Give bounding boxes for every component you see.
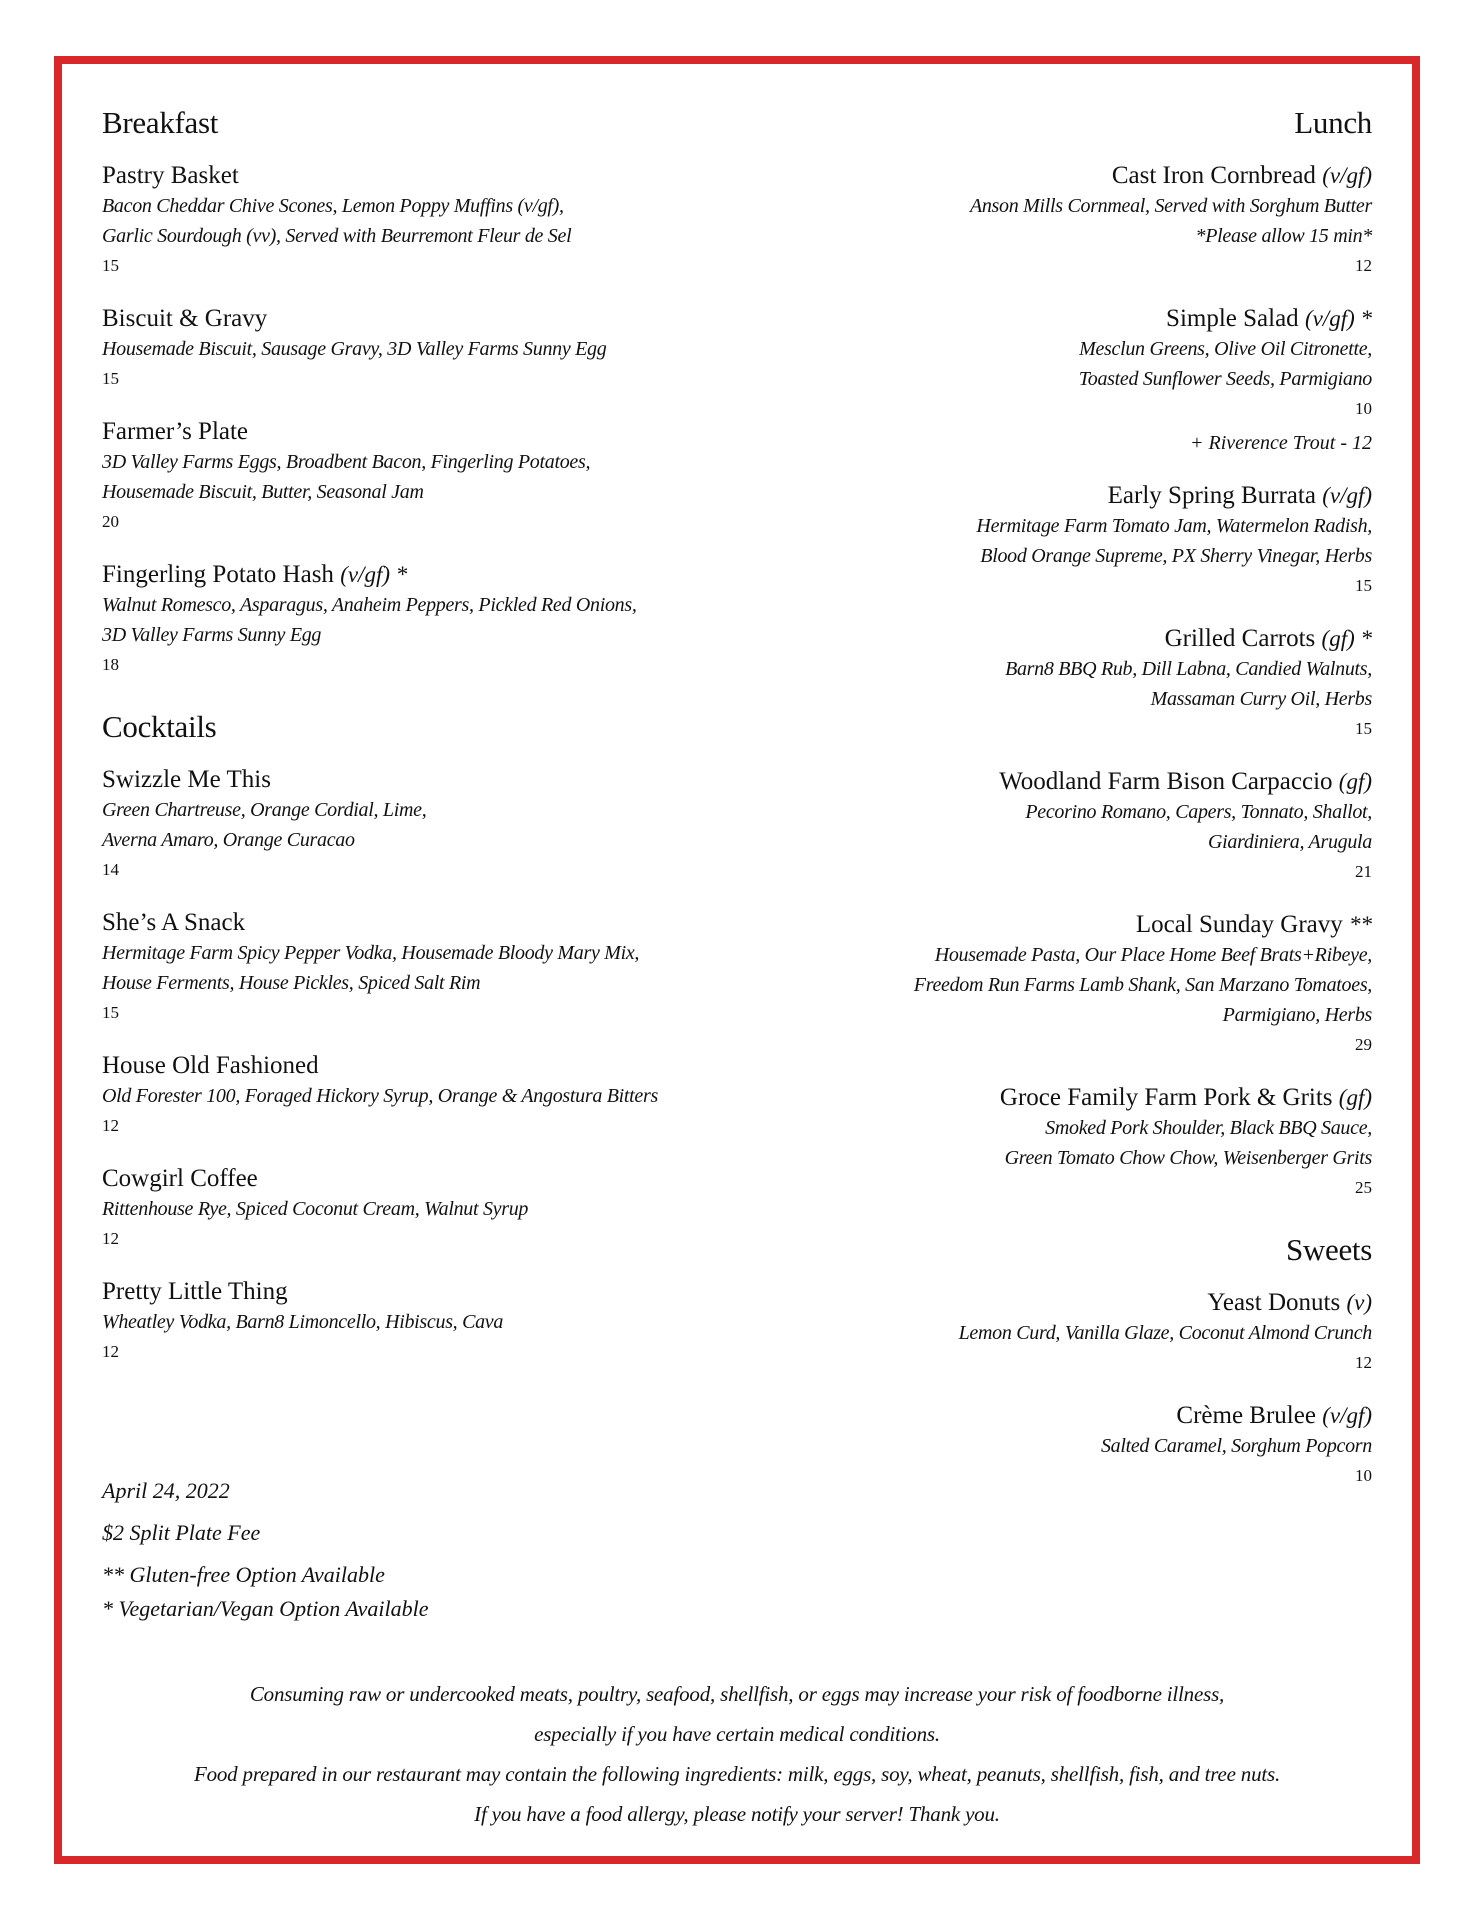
menu-date: April 24, 2022 — [102, 1478, 230, 1503]
dietary-tag: (v/gf) — [1322, 1403, 1372, 1428]
menu-item-description: Blood Orange Supreme, PX Sherry Vinegar, Herbs — [980, 545, 1372, 567]
menu-item-description: Rittenhouse Rye, Spiced Coconut Cream, Walnut Syrup — [102, 1198, 529, 1220]
dietary-tag: (v) — [1346, 1290, 1372, 1315]
menu-item-description: *Please allow 15 min* — [1195, 225, 1372, 247]
food-safety-disclaimer — [62, 1674, 1412, 1834]
menu-item-title: Swizzle Me This — [102, 766, 271, 793]
menu-item-price: 12 — [1355, 1353, 1372, 1372]
menu-item-description: Housemade Pasta, Our Place Home Beef Brats+Ribeye, — [934, 944, 1372, 966]
menu-item-description: Garlic Sourdough (vv), Served with Beurremont Fleur de Sel — [102, 225, 572, 247]
menu-item-price: 12 — [102, 1229, 119, 1248]
menu-item-title: Fingerling Potato Hash — [102, 561, 334, 588]
menu-item-name — [672, 160, 1372, 191]
menu-item — [672, 1082, 1372, 1203]
disclaimer-line: especially if you have certain medical conditions. — [534, 1722, 940, 1746]
menu-item-addon: + Riverence Trout - 12 — [1190, 432, 1372, 454]
menu-item-title: Groce Family Farm Pork & Grits — [999, 1084, 1333, 1111]
menu-item-price: 12 — [1355, 256, 1372, 275]
dietary-tag: ** — [1349, 912, 1372, 937]
menu-item-description: Freedom Run Farms Lamb Shank, San Marzano Tomatoes, — [913, 974, 1372, 996]
menu-item-title: Yeast Donuts — [1207, 1289, 1341, 1316]
menu-item-name — [672, 303, 1372, 334]
menu-item — [672, 303, 1372, 458]
menu-item-name — [672, 623, 1372, 654]
menu-item-title: Grilled Carrots — [1164, 625, 1316, 652]
menu-item-price: 15 — [102, 256, 119, 275]
gluten-free-note: ** Gluten-free Option Available — [102, 1562, 385, 1587]
menu-item-description: Parmigiano, Herbs — [1222, 1004, 1372, 1026]
menu-item-description: Lemon Curd, Vanilla Glaze, Coconut Almond Crunch — [958, 1322, 1372, 1344]
cocktails-title: Cocktails — [102, 709, 217, 744]
dietary-tag: (v/gf) * — [340, 562, 408, 587]
menu-item-description: Walnut Romesco, Asparagus, Anaheim Peppers, Pickled Red Onions, — [102, 594, 637, 616]
menu-item-description: Massaman Curry Oil, Herbs — [1150, 688, 1372, 710]
menu-item-price: 12 — [102, 1116, 119, 1135]
menu-item-name — [672, 909, 1372, 940]
menu-item-description: Barn8 BBQ Rub, Dill Labna, Candied Walnuts, — [1005, 658, 1372, 680]
menu-item — [672, 623, 1372, 744]
menu-item-description: House Ferments, House Pickles, Spiced Salt Rim — [102, 972, 481, 994]
sweets-title: Sweets — [1285, 1232, 1372, 1267]
menu-item — [672, 480, 1372, 601]
menu-item-title: Cast Iron Cornbread — [1111, 162, 1316, 189]
menu-item-price: 15 — [102, 369, 119, 388]
menu-item-title: Simple Salad — [1166, 305, 1299, 332]
menu-item-price: 10 — [1355, 1466, 1372, 1485]
menu-item-description: Giardiniera, Arugula — [1207, 831, 1372, 853]
menu-item-title: Farmer’s Plate — [102, 418, 249, 445]
menu-item-description: Mesclun Greens, Olive Oil Citronette, — [1079, 338, 1372, 360]
menu-item-description: Hermitage Farm Tomato Jam, Watermelon Radish, — [976, 515, 1372, 537]
menu-item-description: 3D Valley Farms Eggs, Broadbent Bacon, Fingerling Potatoes, — [102, 451, 591, 473]
menu-item-price: 20 — [102, 512, 119, 531]
menu-item-title: She’s A Snack — [102, 909, 246, 936]
menu-item-name — [672, 1082, 1372, 1113]
menu-item-description: Green Tomato Chow Chow, Weisenberger Grits — [1004, 1147, 1372, 1169]
menu-item-description: Wheatley Vodka, Barn8 Limoncello, Hibiscus, Cava — [102, 1311, 504, 1333]
menu-item-price: 29 — [1355, 1035, 1372, 1054]
disclaimer-line: Consuming raw or undercooked meats, poultry, seafood, shellfish, or eggs may increase your risk of foodborne illness, — [249, 1682, 1225, 1706]
menu-item-title: Pastry Basket — [102, 162, 239, 189]
menu-item-description: Hermitage Farm Spicy Pepper Vodka, Housemade Bloody Mary Mix, — [102, 942, 640, 964]
menu-frame — [54, 56, 1420, 1864]
menu-item-title: Early Spring Burrata — [1107, 482, 1316, 509]
menu-item-price: 15 — [1355, 576, 1372, 595]
menu-item-name — [672, 480, 1372, 511]
menu-item-title: Cowgirl Coffee — [102, 1165, 258, 1192]
menu-item-description: Toasted Sunflower Seeds, Parmigiano — [1078, 368, 1372, 390]
disclaimer-line: If you have a food allergy, please notify your server! Thank you. — [474, 1802, 1000, 1826]
menu-item-description: Anson Mills Cornmeal, Served with Sorghum Butter — [969, 195, 1372, 217]
dietary-tag: (gf) — [1338, 769, 1372, 794]
dietary-tag: (v/gf) * — [1304, 306, 1372, 331]
dietary-tag: (gf) * — [1321, 626, 1372, 651]
lunch-list — [672, 160, 1372, 1203]
sweets-list — [672, 1287, 1372, 1491]
menu-item-price: 15 — [1355, 719, 1372, 738]
menu-item-description: Pecorino Romano, Capers, Tonnato, Shallot, — [1025, 801, 1372, 823]
menu-item-title: Crème Brulee — [1176, 1402, 1316, 1429]
menu-item-price: 14 — [102, 860, 119, 879]
lunch-title: Lunch — [1294, 105, 1372, 140]
menu-item-price: 18 — [102, 655, 119, 674]
menu-item — [672, 909, 1372, 1060]
menu-item-title: Local Sunday Gravy — [1135, 911, 1343, 938]
menu-item-price: 15 — [102, 1003, 119, 1022]
menu-item-price: 25 — [1355, 1178, 1372, 1197]
menu-item-description: 3D Valley Farms Sunny Egg — [102, 624, 322, 646]
menu-item-description: Bacon Cheddar Chive Scones, Lemon Poppy Muffins (v/gf), — [102, 195, 564, 217]
split-plate-fee: $2 Split Plate Fee — [102, 1520, 261, 1545]
menu-item-description: Averna Amaro, Orange Curacao — [102, 829, 355, 851]
menu-item-name — [672, 1400, 1372, 1431]
menu-item-title: Biscuit & Gravy — [102, 305, 268, 332]
menu-item-title: Pretty Little Thing — [102, 1278, 288, 1305]
menu-item-title: House Old Fashioned — [102, 1052, 319, 1079]
breakfast-title: Breakfast — [102, 105, 219, 140]
menu-notes — [102, 1474, 802, 1634]
menu-item-description: Green Chartreuse, Orange Cordial, Lime, — [102, 799, 427, 821]
dietary-tag: (v/gf) — [1322, 163, 1372, 188]
menu-item-name — [672, 1287, 1372, 1318]
menu-item-price: 21 — [1355, 862, 1372, 881]
menu-item — [672, 766, 1372, 887]
disclaimer-line: Food prepared in our restaurant may contain the following ingredients: milk, eggs, soy, wheat, peanuts, shellfish, fish, and tree nuts. — [193, 1762, 1281, 1786]
menu-item-description: Smoked Pork Shoulder, Black BBQ Sauce, — [1045, 1117, 1372, 1139]
dietary-tag: (v/gf) — [1322, 483, 1372, 508]
menu-item-title: Woodland Farm Bison Carpaccio — [999, 768, 1333, 795]
vegetarian-note: * Vegetarian/Vegan Option Available — [102, 1596, 429, 1621]
menu-item-description: Salted Caramel, Sorghum Popcorn — [1100, 1435, 1372, 1457]
menu-item-description: Old Forester 100, Foraged Hickory Syrup, Orange & Angostura Bitters — [102, 1085, 658, 1107]
menu-item — [672, 160, 1372, 281]
menu-item-name — [672, 766, 1372, 797]
menu-item — [672, 1287, 1372, 1378]
menu-item-description: Housemade Biscuit, Sausage Gravy, 3D Valley Farms Sunny Egg — [102, 338, 607, 360]
dietary-tag: (gf) — [1338, 1085, 1372, 1110]
menu-item-price: 10 — [1355, 399, 1372, 418]
menu-item-price: 12 — [102, 1342, 119, 1361]
menu-item-description: Housemade Biscuit, Butter, Seasonal Jam — [102, 481, 424, 503]
right-column — [672, 104, 1372, 1513]
